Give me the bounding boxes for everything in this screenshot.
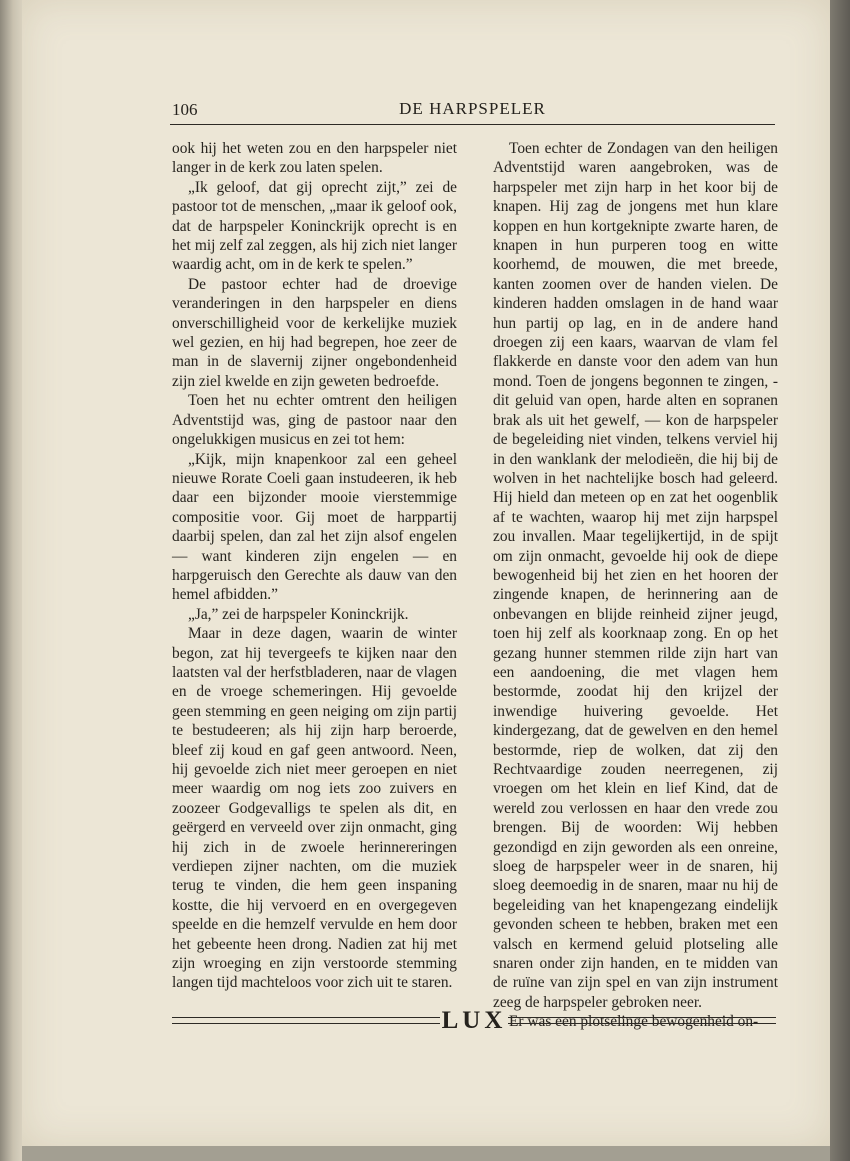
page-number: 106 [172,100,198,119]
paragraph: Toen echter de Zondagen van den heiligen Adventstijd waren aangebroken, was de harpspeler met zijn harp in het koor bij de knapen. Hij zag de jongens met hun klare koppen en hun kortgeknipte zwarte haren, de knapen in hun purperen toog en witte koorhemd, de mouwen, die met breede, kanten zoomen over de handen vielen. De kinderen hadden omslagen in de hand waar hun partij op lag, en in de andere hand droegen zij een kaars, waarvan de vlam fel flakkerde en danste voor den adem van hun mond. Toen de jongens begonnen te zingen, - dit geluid van open, harde alten en sopranen brak als uit het gewelf, — kon de harpspeler de begeleiding niet vinden, telkens verviel hij in den wanklank der melodieën, die hij bij de wolven in het nachtelijke bosch had geleerd. Hij hield dan meteen op en zat het oogenblik af te wachten, waarop hij met zijn harpspel zou invallen. Maar tegelijkertijd, in de spijt om zijn onmacht, gevoelde hij ook de diepe bewogenheid bij het zien en het hooren der zingende knapen, de herinnering aan de onbevangen en blijde reinheid zijner jeugd, toen hij zelf als koorknaap zong. En op het gezang hunner stemmen rilde zijn hart van een aandoening, die met vlagen hem bestormde, zoodat hij den krijzel der inwendige huivering gevoelde. Het kindergezang, dat de gewelven en den hemel bestormde, riep de wolken, dat zij den Rechtvaardige zouden neerregenen, zij vroegen om het klein en lief Kind, dat de wereld zou verlossen en haar den vrede zou brengen. Bij de woorden: Wij hebben gezondigd en zijn geworden als een onreine, sloeg de harpspeler weer in de snaren, hij sloeg deemoedig in de snaren, maar nu hij de begeleiding van het knapengezang eindelijk gevonden scheen te hebben, braken met een valsch en kermend geluid plotseling alle snaren onder zijn handen, en te midden van de ruïne van zijn spel en van zijn instrument zeeg de harpspeler gebroken neer. [493,140,778,1011]
paragraph: Maar in deze dagen, waarin de winter begon, zat hij tevergeefs te kijken naar den laatsten val der herfstbladeren, naar de vlagen en de vroege schemeringen. Hij gevoelde geen stemming en geen neiging om zijn partij te bestudeeren; als hij zijn harp beroerde, bleef zij koud en gaf geen antwoord. Neen, hij gevoelde zich niet meer geroepen en niet meer waardig om nog iets zoo zuivers en zoozeer Godgevalligs te spelen als dit, en geërgerd en verveeld over zijn onmacht, ging hij zich in de zwoele herinnereringen verdiepen zijner nachten, om die muziek terug te vinden, die hem geen inspaning kostte, die hij vervoerd en en overgegeven speelde en die hemzelf vervulde en hem door het gebeente heen drong. Nadien zat hij met zijn wroeging en zijn verstoorde stemming langen tijd machteloos voor zich uit te staren. [172,625,457,992]
right-column [493,139,778,1032]
paragraph: „Ik geloof, dat gij oprecht zijt,” zei de pastoor tot de menschen, „maar ik geloof ook, dat de harpspeler Koninckrijk oprecht is en het mij zelf zal zeggen, als hij zich niet langer waardig acht, om in de kerk te spelen.” [172,178,457,274]
running-title: DE HARPSPELER [399,99,546,118]
paragraph: Toen het nu echter omtrent den heiligen Adventstijd was, ging de pastoor naar den ongelukkigen musicus en zei tot hem: [172,392,457,449]
left-column [172,139,457,993]
paragraph: ook hij het weten zou en den harpspeler niet langer in de kerk zou laten spelen. [172,140,457,177]
paragraph: Er was een plotselinge bewogenheid on- [509,1013,759,1031]
page-header [170,98,775,125]
paragraph: De pastoor echter had de droevige veranderingen in den harpspeler en diens onverschilligheid voor de kerkelijke muziek wel gezien, en hij had begrepen, hoe zeer de man in de slavernij zijner ongebondenheid zijn ziel kwelde en zijn geweten bedroefde. [172,275,457,390]
paragraph: „Ja,” zei de harpspeler Koninckrijk. [188,605,409,623]
book-spine-edge [830,0,850,1161]
footer-mark: LUX [441,1007,507,1034]
footer-rule-right [508,1017,776,1024]
page-footer [172,1008,776,1038]
paragraph: „Kijk, mijn knapenkoor zal een geheel nieuwe Rorate Coeli gaan instudeeren, ik heb daar een bijzonder mooie vierstemmige compositie voor. Gij moet de harppartij daarbij spelen, dan zal het zijn alsof engelen — want kinderen zijn engelen — en harpgeruisch den Gerechte als dauw van den hemel afbidden.” [172,450,457,604]
book-gutter [0,0,22,1161]
